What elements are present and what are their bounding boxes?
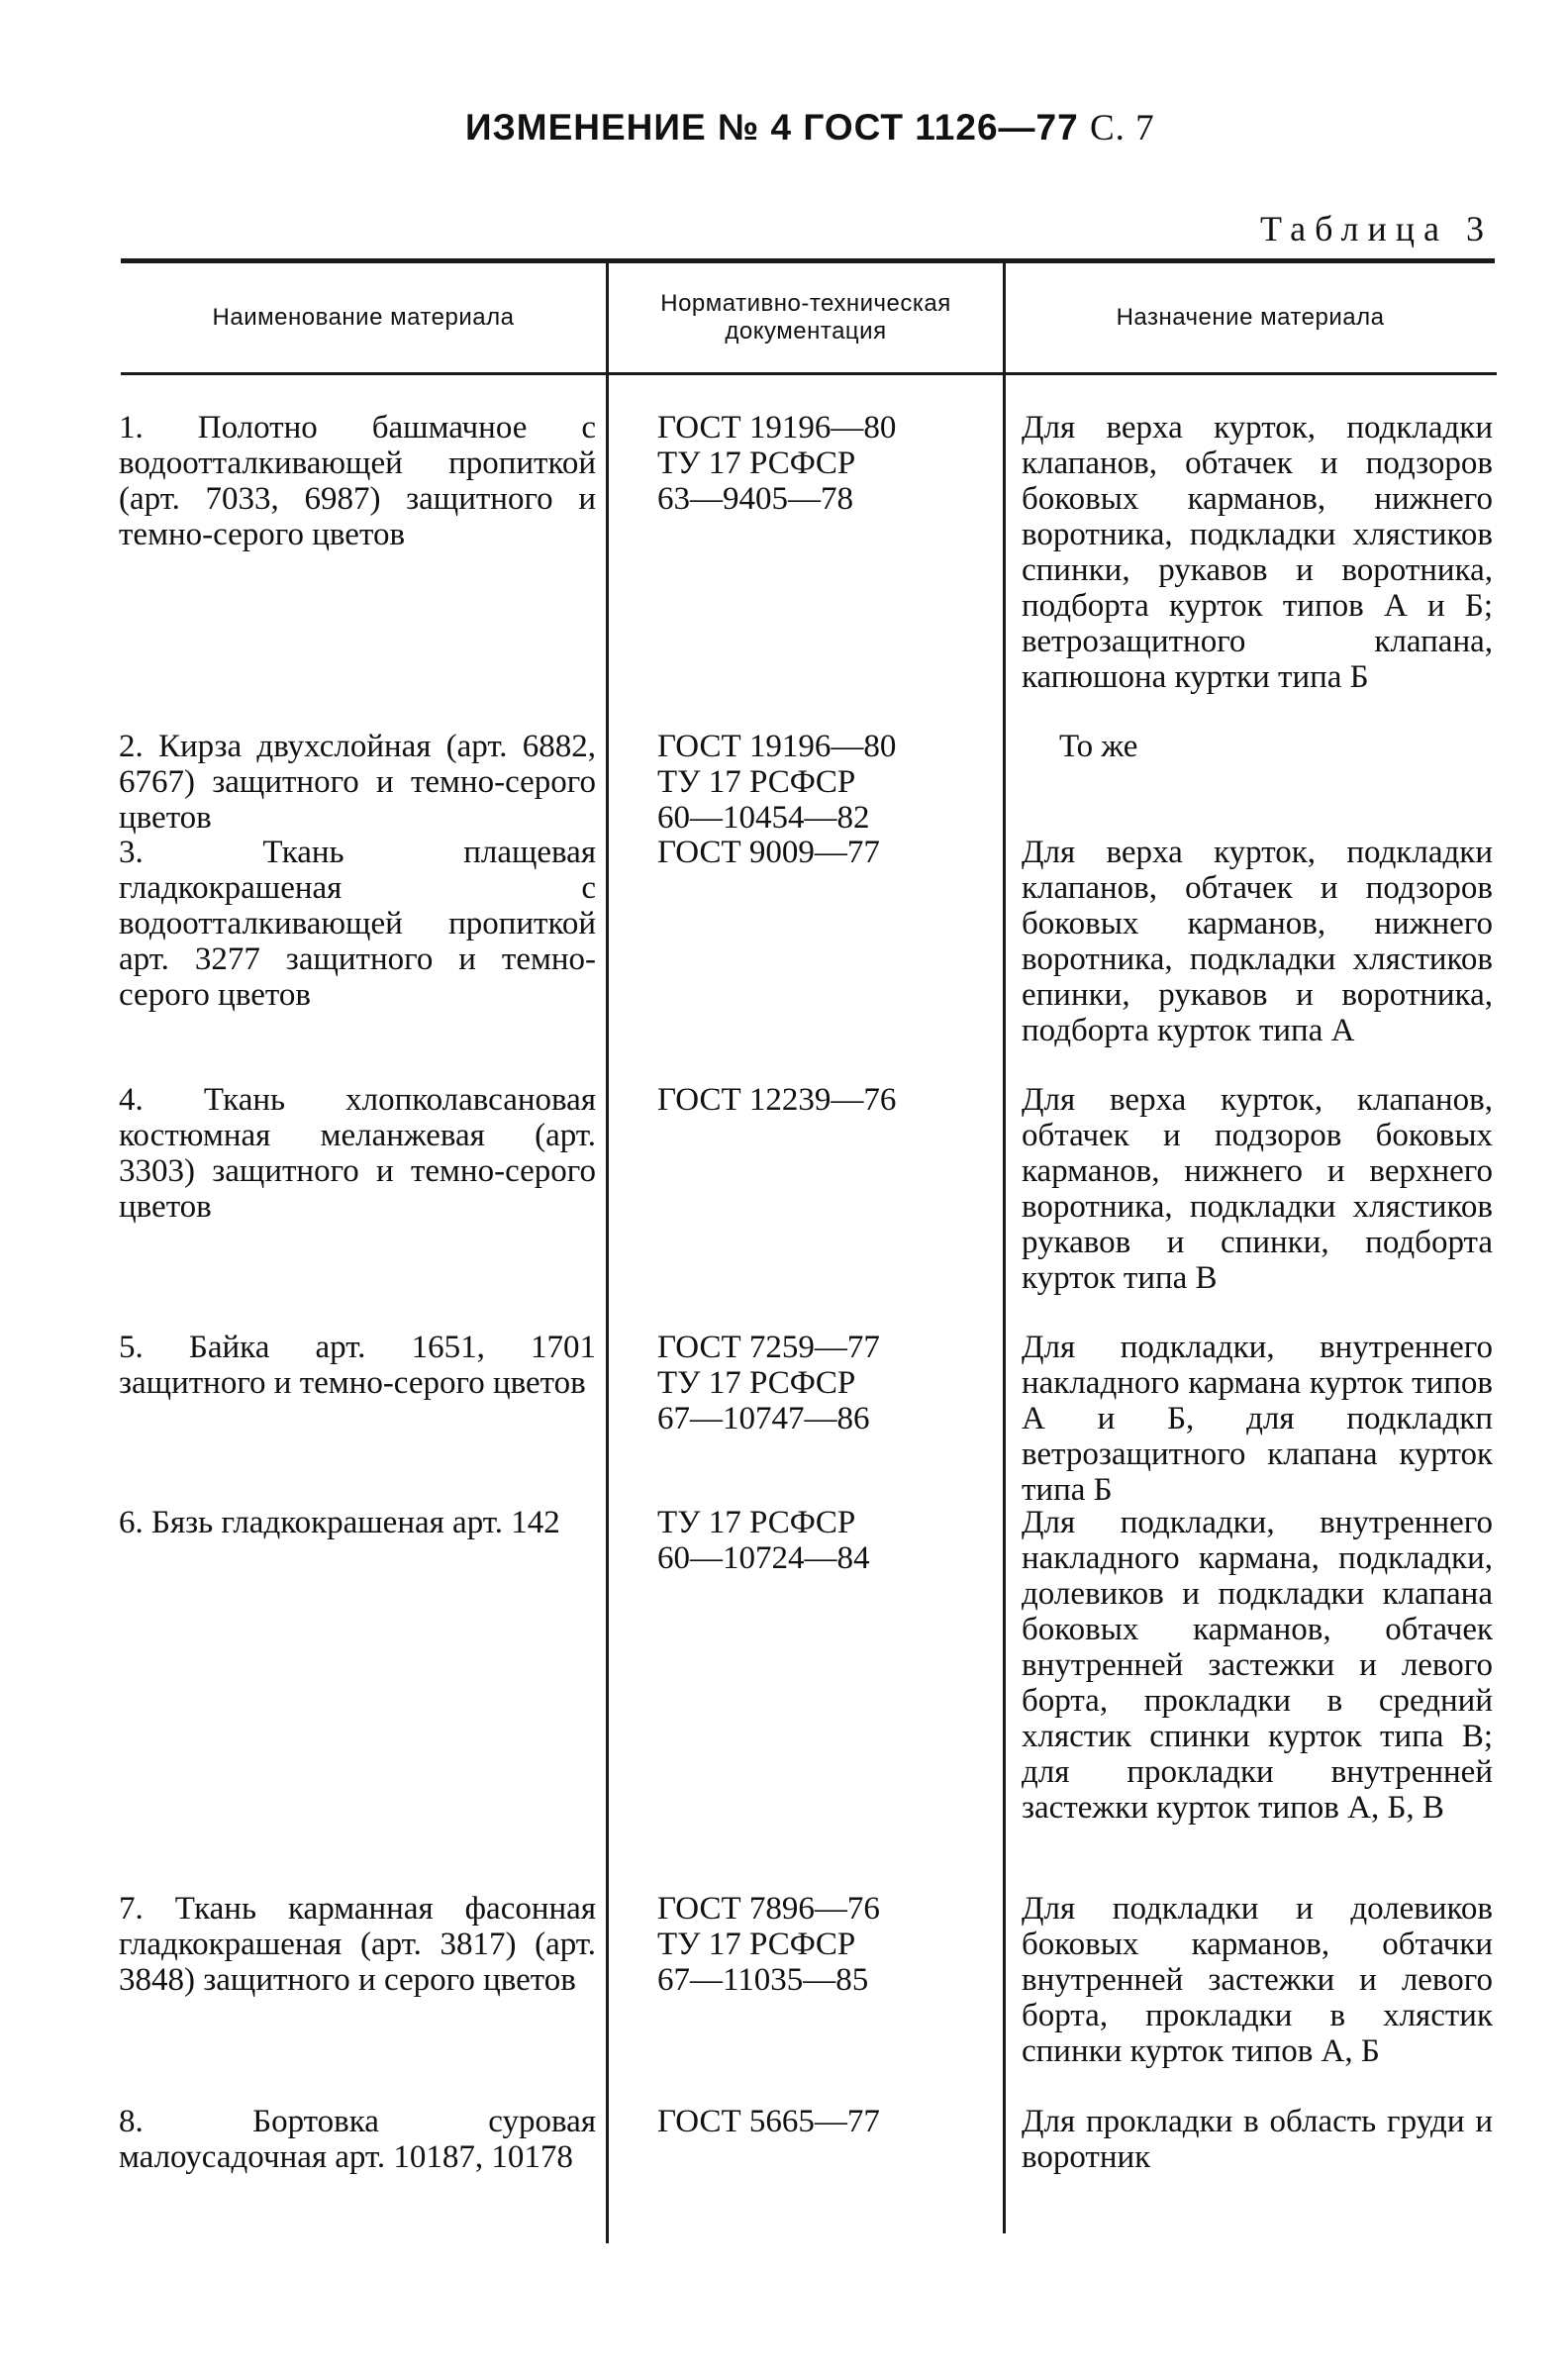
purpose-cell: То же <box>1059 729 1138 764</box>
documentation-cell: ГОСТ 7259—77 ТУ 17 РСФСР 67—10747—86 <box>657 1330 880 1436</box>
column-header-documentation: Нормативно-техническая документация <box>660 290 951 345</box>
documentation-cell: ГОСТ 7896—76 ТУ 17 РСФСР 67—11035—85 <box>657 1891 880 1998</box>
table-caption: Таблица 3 <box>1260 209 1493 248</box>
table-header-rule <box>121 372 1497 375</box>
material-cell: 2. Кирза двухслойная (арт. 6882, 6767) защитного и темно-серого цветов <box>119 729 596 836</box>
material-cell: 8. Бортовка суровая малоусадочная арт. 10187, 10178 <box>119 2104 596 2175</box>
purpose-cell: Для подкладки и долевиков боковых карманов, обтачки внутренней застежки и левого борта, прокладки в хлястик спинки курток типов А, Б <box>1022 1891 1493 2069</box>
column-divider <box>606 263 609 2243</box>
page-title: ИЗМЕНЕНИЕ № 4 ГОСТ 1126—77 <box>465 107 1079 148</box>
column-header-material: Наименование материала <box>212 304 515 331</box>
purpose-cell: Для верха курток, клапанов, обтачек и подзоров боковых карманов, нижнего и верхнего воротника, подкладки хлястиков рукавов и спинки, подборта курток типа В <box>1022 1082 1493 1296</box>
material-cell: 6. Бязь гладкокрашеная арт. 142 <box>119 1505 560 1540</box>
page-header <box>465 107 1178 149</box>
documentation-cell: ГОСТ 19196—80 ТУ 17 РСФСР 63—9405—78 <box>657 410 897 517</box>
material-cell: 1. Полотно башмачное с водоотталкивающей пропиткой (арт. 7033, 6987) защитного и темно-серого цветов <box>119 410 596 552</box>
material-cell: 3. Ткань плащевая гладкокрашеная с водоотталкивающей пропиткой арт. 3277 защитного и темно-серого цветов <box>119 835 596 1013</box>
documentation-cell: ГОСТ 12239—76 <box>657 1082 897 1118</box>
purpose-cell: Для подкладки, внутреннего накладного кармана курток типов А и Б, для подкладкп ветрозащитного клапана курток типа Б <box>1022 1330 1493 1508</box>
purpose-cell: Для подкладки, внутреннего накладного кармана, подкладки, долевиков и подкладки клапана боковых карманов, обтачек внутренней застежки и левого борта, прокладки в средний хлястик спинки курток типа В; для прокладки внутренней застежки курток типов А, Б, В <box>1022 1505 1493 1826</box>
material-cell: 7. Ткань карманная фасонная гладкокрашеная (арт. 3817) (арт. 3848) защитного и серого цветов <box>119 1891 596 1998</box>
documentation-cell: ГОСТ 9009—77 <box>657 835 880 870</box>
column-divider <box>1003 263 1006 2233</box>
page-number: С. 7 <box>1089 108 1155 148</box>
purpose-cell: Для верха курток, подкладки клапанов, обтачек и подзоров боковых карманов, нижнего воротника, подкладки хлястиков спинки, рукавов и воротника, подборта курток типов А и Б; ветрозащитного клапана, капюшона куртки типа Б <box>1022 410 1493 695</box>
documentation-cell: ТУ 17 РСФСР 60—10724—84 <box>657 1505 870 1576</box>
documentation-cell: ГОСТ 5665—77 <box>657 2104 880 2139</box>
documentation-cell: ГОСТ 19196—80 ТУ 17 РСФСР 60—10454—82 <box>657 729 897 836</box>
column-header-purpose: Назначение материала <box>1116 304 1385 331</box>
purpose-cell: Для верха курток, подкладки клапанов, обтачек и подзоров боковых карманов, нижнего воротника, подкладки хлястиков епинки, рукавов и воротника, подборта курток типа А <box>1022 835 1493 1048</box>
material-cell: 4. Ткань хлопколавсановая костюмная меланжевая (арт. 3303) защитного и темно-серого цветов <box>119 1082 596 1225</box>
purpose-cell: Для прокладки в область груди и воротник <box>1022 2104 1493 2175</box>
material-cell: 5. Байка арт. 1651, 1701 защитного и темно-серого цветов <box>119 1330 596 1401</box>
